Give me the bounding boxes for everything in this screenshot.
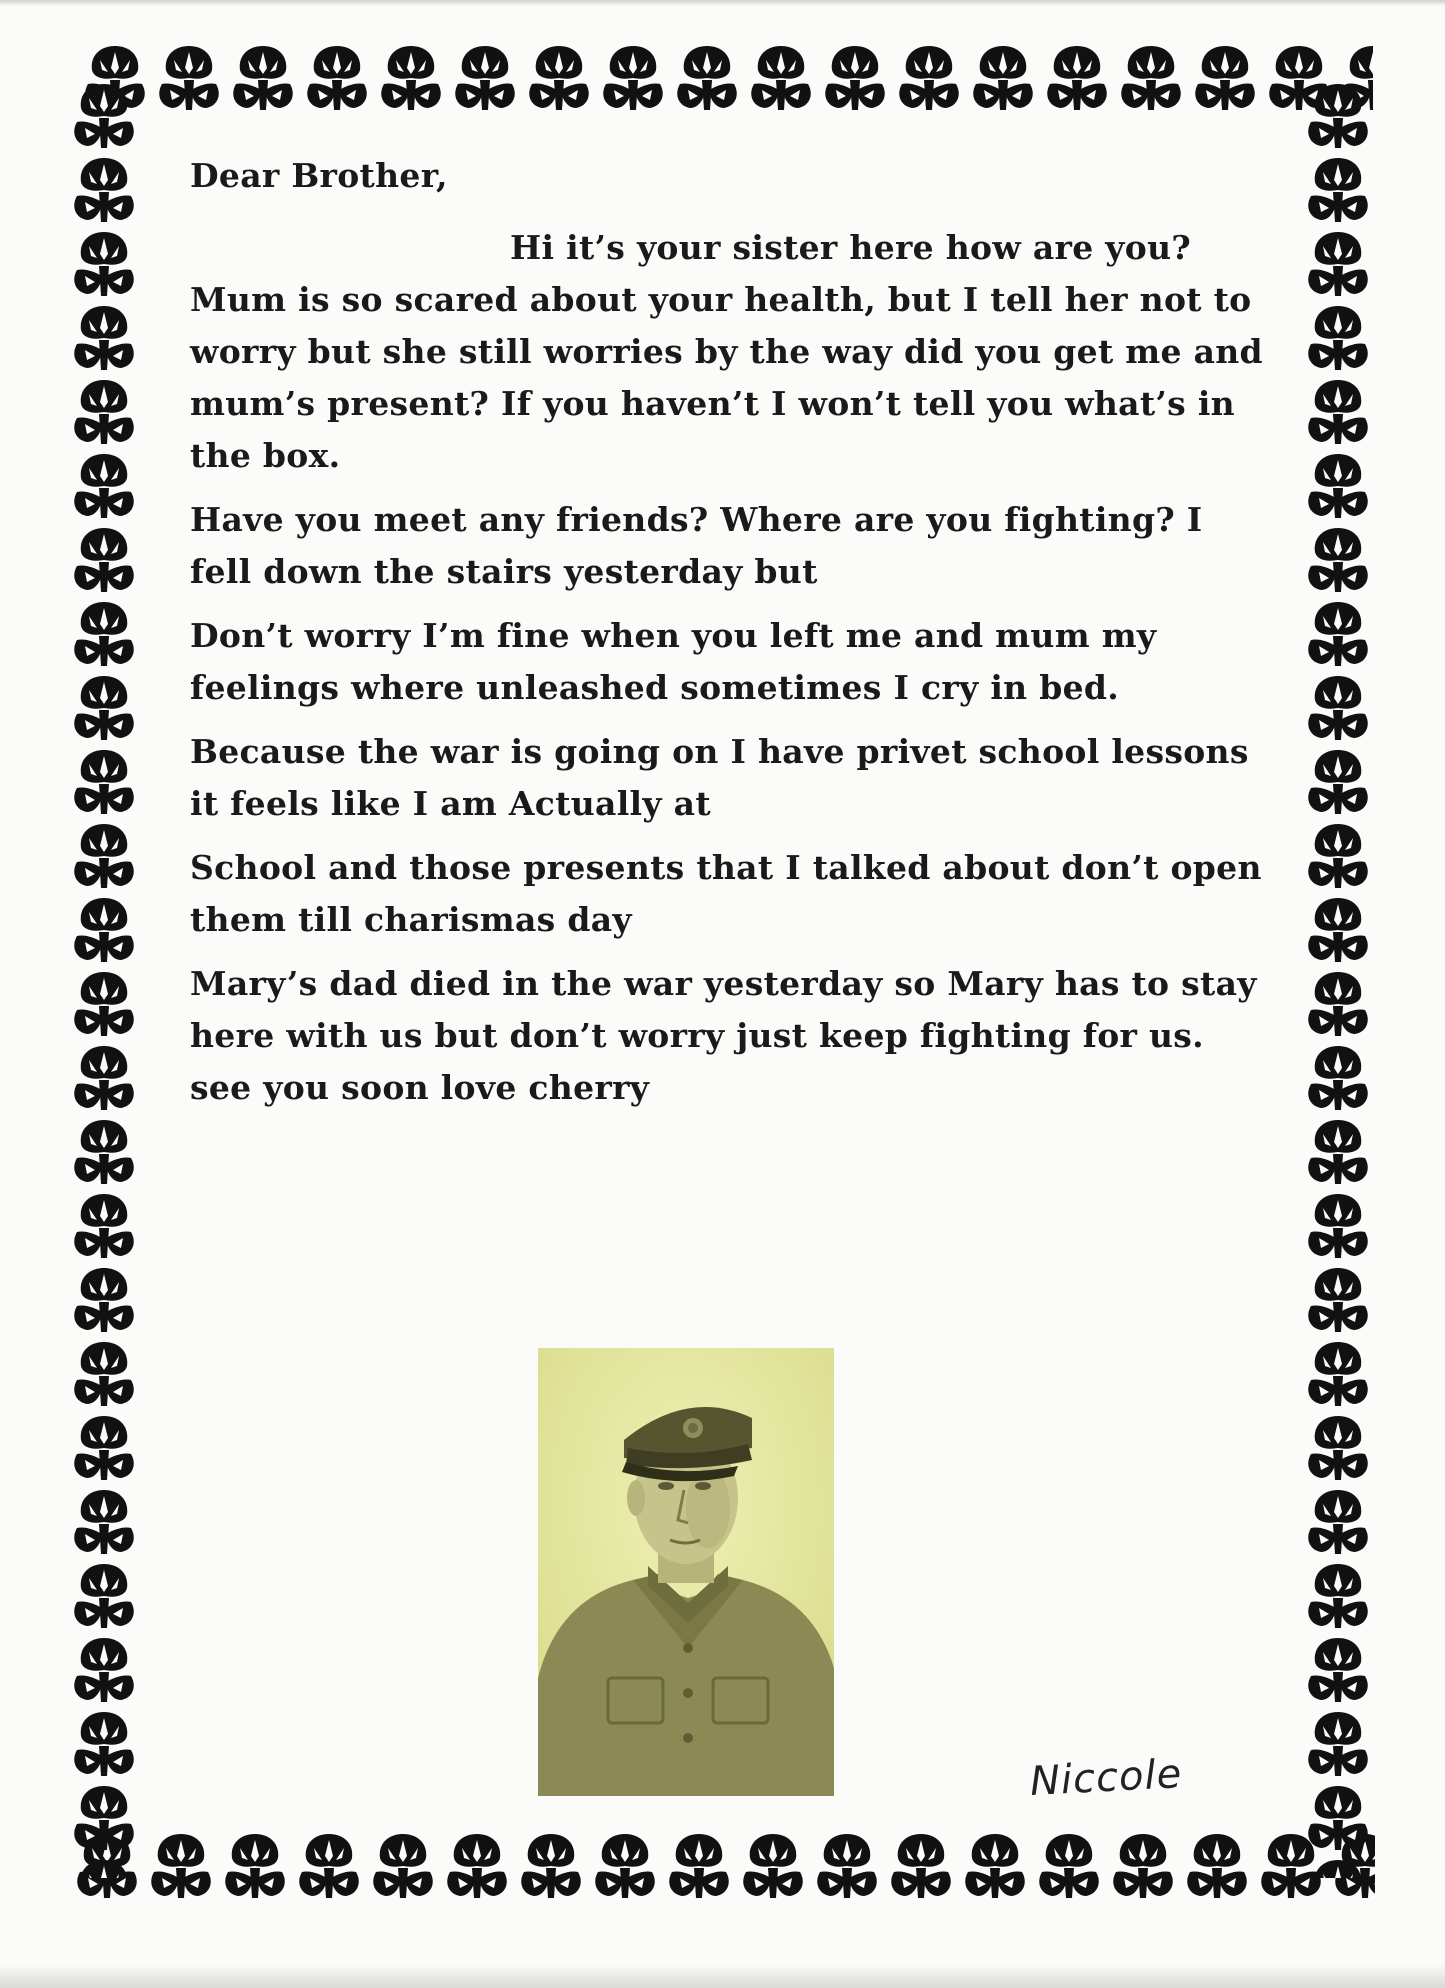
poppy-flower-icon bbox=[1300, 966, 1376, 1040]
poppy-flower-icon bbox=[596, 40, 670, 114]
poppy-flower-icon bbox=[1300, 1632, 1376, 1706]
poppy-flower-icon bbox=[66, 1262, 142, 1336]
poppy-flower-icon bbox=[892, 40, 966, 114]
poppy-flower-icon bbox=[1300, 374, 1376, 448]
poppy-flower-icon bbox=[226, 40, 300, 114]
poppy-flower-icon bbox=[1300, 892, 1376, 966]
poppy-flower-icon bbox=[1300, 1410, 1376, 1484]
poppy-flower-icon bbox=[662, 1828, 736, 1902]
poppy-flower-icon bbox=[1300, 1854, 1376, 1878]
soldier-portrait-image bbox=[538, 1348, 834, 1796]
poppy-flower-icon bbox=[66, 78, 142, 152]
poppy-flower-icon bbox=[1300, 448, 1376, 522]
poppy-flower-icon bbox=[66, 1336, 142, 1410]
poppy-flower-icon bbox=[66, 1854, 142, 1878]
letter-paragraph: Because the war is going on I have privet school lessons it feels like I am Actually at bbox=[190, 732, 1249, 823]
poppy-flower-icon bbox=[1300, 670, 1376, 744]
letter-paragraph: Hi it’s your sister here how are you? Mum is so scared about your health, but I tell her not to worry but she still worries by the way did you get me and mum’s present? If you haven’t I won’t tell you what’s in the box. bbox=[190, 228, 1263, 475]
poppy-flower-icon bbox=[744, 40, 818, 114]
poppy-flower-icon bbox=[66, 966, 142, 1040]
poppy-flower-icon bbox=[1300, 152, 1376, 226]
flower-border-right bbox=[1300, 78, 1390, 1878]
poppy-flower-icon bbox=[1300, 1188, 1376, 1262]
poppy-flower-icon bbox=[66, 374, 142, 448]
poppy-flower-icon bbox=[66, 300, 142, 374]
poppy-flower-icon bbox=[1300, 226, 1376, 300]
poppy-flower-icon bbox=[66, 1484, 142, 1558]
poppy-flower-icon bbox=[736, 1828, 810, 1902]
poppy-flower-icon bbox=[1300, 1706, 1376, 1780]
poppy-flower-icon bbox=[1300, 300, 1376, 374]
letter-greeting: Dear Brother, bbox=[190, 156, 448, 195]
poppy-flower-icon bbox=[1300, 1558, 1376, 1632]
poppy-flower-icon bbox=[66, 1632, 142, 1706]
poppy-flower-icon bbox=[218, 1828, 292, 1902]
poppy-flower-icon bbox=[1300, 1040, 1376, 1114]
poppy-flower-icon bbox=[66, 596, 142, 670]
flower-border-top bbox=[78, 40, 1373, 116]
poppy-flower-icon bbox=[66, 152, 142, 226]
poppy-flower-icon bbox=[440, 1828, 514, 1902]
letter-paragraph: Mary’s dad died in the war yesterday so Mary has to stay here with us but don’t worry just keep fighting for us. see you soon love cherry bbox=[190, 964, 1257, 1107]
poppy-flower-icon bbox=[966, 40, 1040, 114]
poppy-flower-icon bbox=[1114, 40, 1188, 114]
poppy-flower-icon bbox=[1300, 1114, 1376, 1188]
poppy-flower-icon bbox=[366, 1828, 440, 1902]
poppy-flower-icon bbox=[1300, 1262, 1376, 1336]
poppy-flower-icon bbox=[1040, 40, 1114, 114]
poppy-flower-icon bbox=[1300, 744, 1376, 818]
poppy-flower-icon bbox=[1300, 1780, 1376, 1854]
flower-border-bottom bbox=[70, 1828, 1375, 1908]
poppy-flower-icon bbox=[1300, 596, 1376, 670]
poppy-flower-icon bbox=[1300, 522, 1376, 596]
poppy-flower-icon bbox=[66, 1114, 142, 1188]
poppy-flower-icon bbox=[66, 1558, 142, 1632]
poppy-flower-icon bbox=[66, 670, 142, 744]
poppy-flower-icon bbox=[152, 40, 226, 114]
poppy-flower-icon bbox=[66, 818, 142, 892]
poppy-flower-icon bbox=[374, 40, 448, 114]
poppy-flower-icon bbox=[66, 448, 142, 522]
poppy-flower-icon bbox=[448, 40, 522, 114]
letter-paragraph: School and those presents that I talked about don’t open them till charismas day bbox=[190, 848, 1262, 939]
soldier-photo bbox=[538, 1348, 834, 1796]
poppy-flower-icon bbox=[1180, 1828, 1254, 1902]
poppy-flower-icon bbox=[66, 226, 142, 300]
poppy-flower-icon bbox=[300, 40, 374, 114]
poppy-flower-icon bbox=[1300, 78, 1376, 152]
letter-paragraph: Don’t worry I’m fine when you left me and mum my feelings where unleashed sometimes I cry in bed. bbox=[190, 616, 1157, 707]
letter-paragraph: Have you meet any friends? Where are you fighting? I fell down the stairs yesterday but bbox=[190, 500, 1203, 591]
flower-border-left bbox=[66, 78, 158, 1878]
signature: Niccole bbox=[1028, 1751, 1184, 1805]
page-bottom-edge bbox=[0, 1964, 1445, 1988]
poppy-flower-icon bbox=[1106, 1828, 1180, 1902]
poppy-flower-icon bbox=[66, 522, 142, 596]
poppy-flower-icon bbox=[66, 744, 142, 818]
poppy-flower-icon bbox=[292, 1828, 366, 1902]
poppy-flower-icon bbox=[1188, 40, 1262, 114]
poppy-flower-icon bbox=[958, 1828, 1032, 1902]
poppy-flower-icon bbox=[522, 40, 596, 114]
poppy-flower-icon bbox=[1300, 818, 1376, 892]
poppy-flower-icon bbox=[588, 1828, 662, 1902]
poppy-flower-icon bbox=[66, 1706, 142, 1780]
poppy-flower-icon bbox=[66, 1780, 142, 1854]
poppy-flower-icon bbox=[66, 1410, 142, 1484]
letter-body bbox=[190, 150, 1270, 1126]
poppy-flower-icon bbox=[1300, 1336, 1376, 1410]
poppy-flower-icon bbox=[66, 1188, 142, 1262]
poppy-flower-icon bbox=[66, 1040, 142, 1114]
poppy-flower-icon bbox=[810, 1828, 884, 1902]
poppy-flower-icon bbox=[514, 1828, 588, 1902]
poppy-flower-icon bbox=[1032, 1828, 1106, 1902]
poppy-flower-icon bbox=[670, 40, 744, 114]
poppy-flower-icon bbox=[818, 40, 892, 114]
poppy-flower-icon bbox=[884, 1828, 958, 1902]
page-top-edge bbox=[0, 0, 1445, 6]
poppy-flower-icon bbox=[1300, 1484, 1376, 1558]
poppy-flower-icon bbox=[66, 892, 142, 966]
